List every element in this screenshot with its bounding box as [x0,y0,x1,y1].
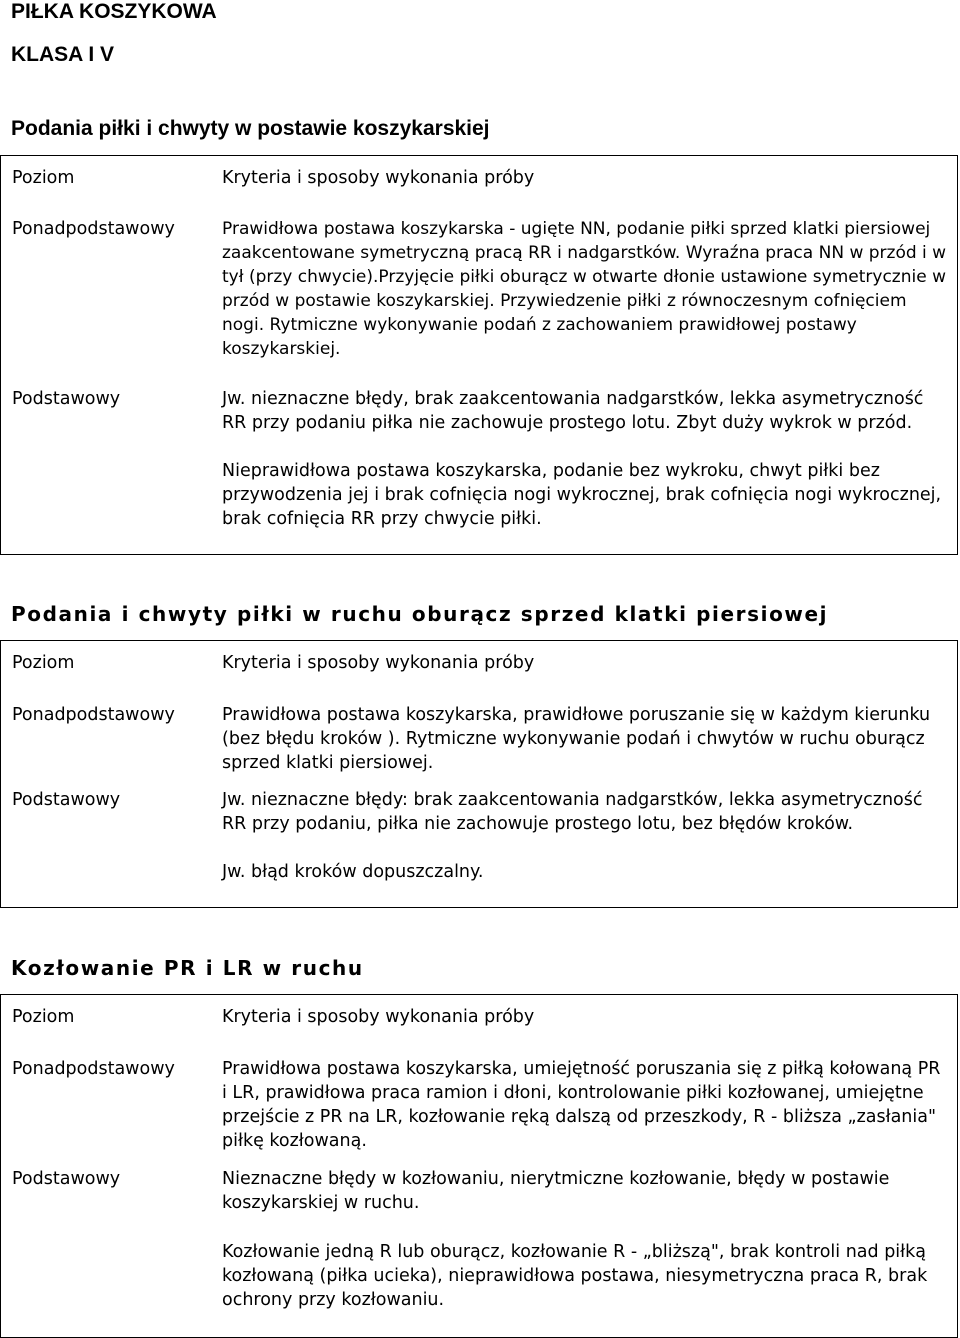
row-criteria-ponadpodstawowy: Prawidłowa postawa koszykarska - ugięte NN, podanie piłki sprzed klatki piersiowej zaakcentowane symetryczną pracą RR i nadgarstków. Wyraźna praca NN w przód i w tył (przy chwycie).Przyjęcie piłki oburącz w otwarte dłonie ustawione symetrycznie w przód w postawie koszykarskiej. Przywiedzenie piłki z równoczesnym cofnięciem nogi. Rytmiczne wykonywanie podań z zachowaniem prawidłowej postawy koszykarskiej. [222,219,947,359]
header-level: Poziom [12,1007,75,1027]
row-level-ponadpodstawowy: Ponadpodstawowy [12,219,175,239]
row-criteria-podstawowy: Jw. nieznaczne błędy, brak zaakcentowania nadgarstków, lekka asymetryczność RR przy podaniu piłka nie zachowuje prostego lotu. Zbyt duży wykrok w przód. [222,389,924,433]
document-title: PIŁKA KOSZYKOWA [11,0,217,23]
section-title-3: Kozłowanie PR i LR w ruchu [11,956,364,980]
header-level: Poziom [12,653,75,673]
row-criteria-podstawowy: Nieznaczne błędy w kozłowaniu, nierytmiczne kozłowanie, błędy w postawie koszykarskiej w ruchu. [222,1169,890,1213]
header-criteria: Kryteria i sposoby wykonania próby [222,653,535,673]
row-criteria-insufficient: Jw. błąd kroków dopuszczalny. [222,862,484,882]
row-level-podstawowy: Podstawowy [12,389,121,409]
row-level-ponadpodstawowy: Ponadpodstawowy [12,705,175,725]
row-criteria-podstawowy: Jw. nieznaczne błędy: brak zaakcentowania nadgarstków, lekka asymetryczność RR przy podaniu, piłka nie zachowuje prostego lotu, bez błędów kroków. [222,790,923,834]
criteria-table-2 [0,640,958,908]
row-criteria-insufficient: Nieprawidłowa postawa koszykarska, podanie bez wykroku, chwyt piłki bez przywodzenia jej i brak cofnięcia nogi wykrocznej, brak cofnięcia nogi wykrocznej, brak cofnięcia RR przy chwycie piłki. [222,461,942,529]
row-level-podstawowy: Podstawowy [12,790,121,810]
criteria-table-3 [0,994,958,1338]
section-title-2: Podania i chwyty piłki w ruchu oburącz sprzed klatki piersiowej [11,602,829,626]
criteria-table-1 [0,155,958,555]
header-level: Poziom [12,168,75,188]
class-label: KLASA I V [11,43,115,66]
header-criteria: Kryteria i sposoby wykonania próby [222,1007,535,1027]
row-criteria-ponadpodstawowy: Prawidłowa postawa koszykarska, prawidłowe poruszanie się w każdym kierunku (bez błędu kroków ). Rytmiczne wykonywanie podań i chwytów w ruchu oburącz sprzed klatki piersiowej. [222,705,931,773]
row-criteria-insufficient: Kozłowanie jedną R lub oburącz, kozłowanie R - „bliższą", brak kontroli nad piłką kozłowaną (piłka ucieka), nieprawidłowa postawa, niesymetryczna praca R, brak ochrony przy kozłowaniu. [222,1242,928,1310]
row-level-ponadpodstawowy: Ponadpodstawowy [12,1059,175,1079]
row-criteria-ponadpodstawowy: Prawidłowa postawa koszykarska, umiejętność poruszania się z piłką kołowaną PR i LR, prawidłowa praca ramion i dłoni, kontrolowanie piłki kozłowanej, umiejętne przejście z PR na LR, kozłowanie ręką dalszą od przeszkody, R - bliższa „zasłania" piłkę kozłowaną. [222,1059,941,1151]
row-level-podstawowy: Podstawowy [12,1169,121,1189]
section-title-1: Podania piłki i chwyty w postawie koszykarskiej [11,117,490,140]
header-criteria: Kryteria i sposoby wykonania próby [222,168,535,188]
